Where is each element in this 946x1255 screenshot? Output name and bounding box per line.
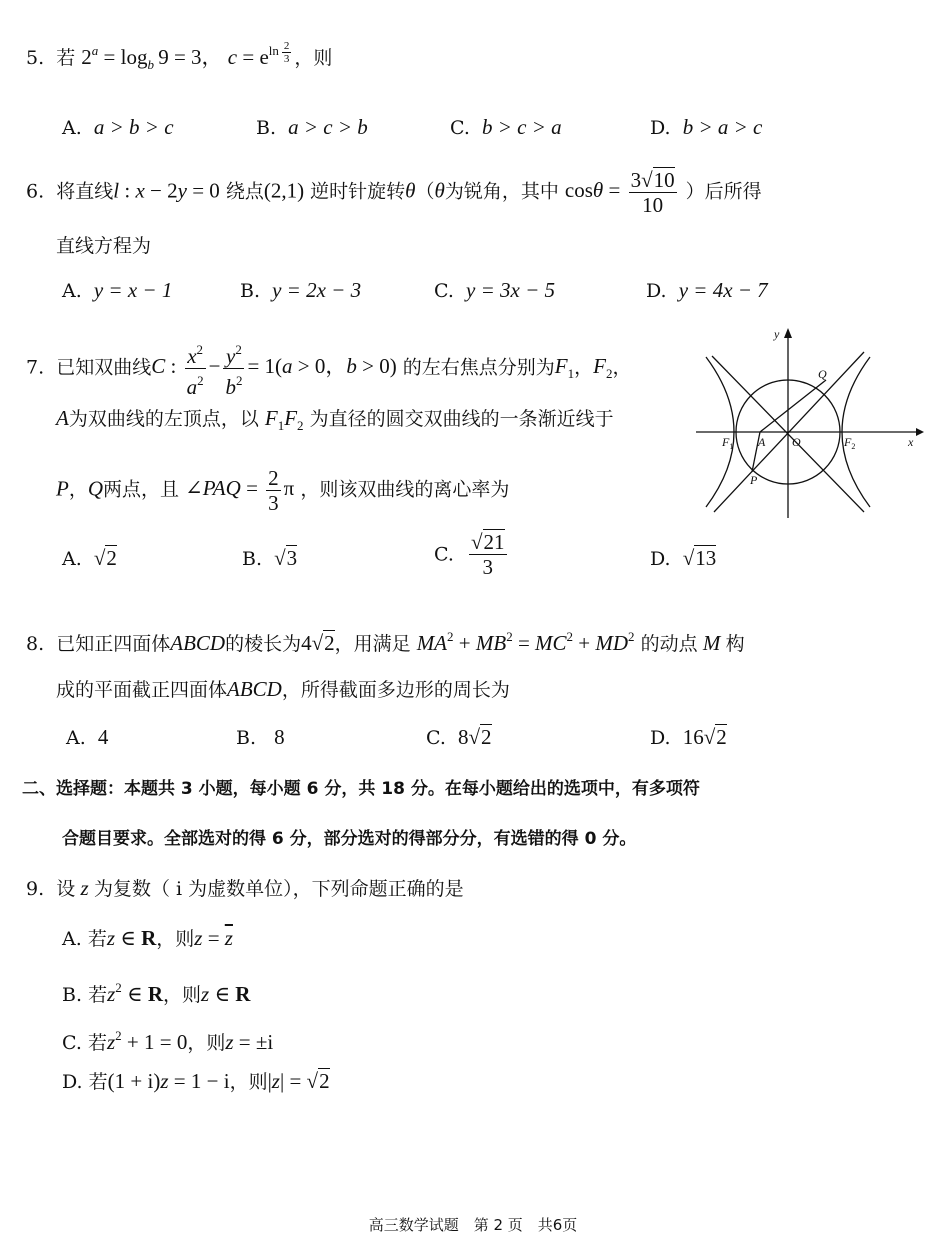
option-label: B. [256, 117, 277, 139]
option-label: A. [62, 548, 82, 570]
q7-number: 7. [26, 356, 45, 379]
q7-text: ， [574, 356, 594, 379]
option-expr: z ∈ R [201, 982, 251, 1006]
q5-tail: ，则 [294, 47, 333, 69]
option-expr: y = 3x − 5 [466, 278, 555, 302]
option-expr: b > c > a [482, 115, 562, 139]
q8-text: 构 [725, 633, 745, 655]
option-expr: 16√2 [682, 725, 727, 749]
option-label: D. [650, 548, 671, 570]
option-ruo: 若 [87, 928, 107, 950]
q6-number: 6. [26, 180, 45, 203]
option-expr: (1 + i)z = 1 − i [107, 1069, 230, 1093]
option-label: B. [242, 548, 263, 570]
q6-option-c[interactable] [434, 277, 555, 304]
q5-option-c[interactable] [450, 114, 562, 141]
q6-cos: cosθ = $\frac{3√10}{10}$ [564, 168, 675, 217]
q5-option-d[interactable] [650, 114, 762, 141]
option-expr: $z = \overline{z}$ [194, 926, 233, 950]
option-expr: 8 [274, 725, 285, 749]
q9-option-b[interactable] [62, 975, 250, 1008]
option-ruo: 若 [88, 984, 108, 1006]
section2-header-line1: 二、选择题：本题共 3 小题，每小题 6 分，共 18 分。在每小题给出的选项中，有多项符 [22, 779, 700, 799]
option-ruo: 若 [88, 1071, 108, 1093]
q6-text: 逆时针旋转 [310, 180, 406, 203]
option-label: B. [236, 727, 257, 749]
q9-option-d[interactable] [62, 1068, 330, 1095]
option-label: C. [434, 280, 454, 302]
q7-option-a[interactable] [62, 545, 117, 572]
option-expr: b > a > c [682, 115, 763, 139]
option-label: A. [62, 928, 82, 950]
option-expr: |z| = √2 [267, 1069, 330, 1093]
q6-line-eq-rest: : x − 2y = 0 [119, 178, 220, 203]
option-label: B. [62, 984, 83, 1006]
option-expr: y = 2x − 3 [272, 278, 362, 302]
q8-line2 [56, 676, 510, 703]
q7-line2 [56, 405, 614, 439]
option-label: C. [450, 117, 470, 139]
q7-hyperbola-figure [694, 322, 924, 522]
q5-ruo: 若 [56, 47, 76, 69]
q6-line-eq: l [113, 178, 120, 203]
q7-foci: $F_1$ [554, 354, 575, 382]
q6-option-d[interactable] [646, 277, 768, 304]
y-axis-arrow [784, 328, 792, 338]
q7-option-d[interactable] [650, 545, 716, 572]
q8-option-d[interactable] [650, 724, 727, 751]
q7-stem: 7. 已知双曲线C : $\frac{x^2}{a^2}$ − $\frac{y^2}{b^2}$ = 1(a > 0，b > 0) 的左右焦点分别为$F_1$，$F_2$， [26, 338, 631, 399]
q8-text: ，所得截面多边形的周长为 [281, 679, 510, 701]
q7-text: 已知双曲线 [56, 356, 152, 379]
option-expr: √13 [682, 546, 717, 570]
q8-abcd: ABCD [170, 631, 226, 655]
q5-option-a[interactable] [62, 114, 174, 141]
option-ze: ，则 [162, 984, 201, 1006]
fig-label-P: P [750, 473, 758, 487]
q7-hyperbola: C : $\frac{x^2}{a^2}$ − $\frac{y^2}{b^2}$ = 1(a > 0，b > 0) [151, 354, 396, 378]
q6-point: (2,1) [263, 178, 305, 203]
q9-stem [26, 875, 464, 902]
q5-number: 5. [26, 47, 45, 69]
option-expr: z ∈ R [106, 926, 157, 950]
option-ze: ，则 [229, 1071, 268, 1093]
q7-angle: ∠PAQ = $\frac{2}{3}$ π [185, 466, 295, 515]
q7-text: 为直径的圆交双曲线的一条渐近线于 [309, 408, 614, 430]
q5-option-b[interactable] [256, 114, 368, 141]
q7-text: ，则该双曲线的离心率为 [300, 478, 510, 501]
q8-abcd: ABCD [227, 677, 282, 701]
q7-A: A [56, 406, 69, 430]
q8-stem [26, 624, 745, 657]
q9-option-a[interactable] [62, 925, 233, 952]
option-expr: √3 [274, 546, 298, 570]
q8-option-b[interactable] [236, 724, 285, 751]
q7-PQ: P [56, 476, 69, 501]
option-label: A. [66, 727, 86, 749]
q6-text: ）后所得 [685, 180, 762, 203]
q8-text: 已知正四面体 [56, 633, 171, 655]
line-AQ [760, 380, 826, 432]
q8-option-a[interactable] [66, 724, 108, 751]
q8-text: 的动点 [640, 633, 698, 655]
fig-label-O: O [792, 435, 801, 449]
x-axis-arrow [916, 428, 924, 436]
q8-M: M [697, 631, 726, 655]
option-expr: a > b > c [93, 115, 174, 139]
option-label: C. [434, 543, 454, 566]
section2-header-line2: 合题目要求。全部选对的得 6 分，部分选对的得部分分，有选错的得 0 分。 [62, 829, 637, 849]
q6-option-a[interactable] [62, 277, 172, 304]
fig-label-Q: Q [818, 367, 827, 381]
q6-line2: 直线方程为 [56, 235, 152, 257]
fig-label-x: x [908, 435, 914, 449]
option-label: D. [650, 727, 671, 749]
option-expr: a > c > b [288, 115, 368, 139]
q9-number: 9. [26, 878, 45, 900]
option-ze: ，则 [156, 928, 195, 950]
q7-line3: P，Q两点，且 ∠PAQ = $\frac{2}{3}$ π ，则该双曲线的离心率为 [56, 466, 510, 515]
q9-option-c[interactable] [62, 1023, 273, 1056]
q6-theta: θ [434, 178, 445, 203]
q6-stem [26, 168, 762, 217]
q5-stem [26, 38, 332, 78]
option-expr: 8√2 [458, 725, 492, 749]
option-label: D. [646, 280, 667, 302]
q7-option-b[interactable] [242, 545, 297, 572]
q8-text: 的棱长为 [225, 633, 302, 655]
option-label: A. [62, 117, 82, 139]
q9-text: 设 [56, 878, 76, 900]
option-ruo: 若 [87, 1032, 107, 1054]
q6-text: （ [415, 180, 435, 203]
q7-PQ: Q [87, 476, 104, 501]
option-expr: y = 4x − 7 [678, 278, 768, 302]
option-label: C. [62, 1032, 82, 1054]
q7-foci: $F_2$ [593, 354, 613, 382]
option-expr: 4 [97, 725, 109, 749]
q5-formula: $2^a = \log_b 9 = 3$， $c = e^{ln \frac{2}{3}}$ [81, 39, 290, 72]
fig-label-F2: $F_2$ [844, 435, 856, 451]
option-label: A. [62, 280, 82, 302]
fig-label-A: A [758, 435, 766, 449]
option-label: D. [650, 117, 671, 139]
q7-text: 的左右焦点分别为 [402, 356, 555, 379]
q6-text: 绕点 [225, 180, 264, 203]
q8-text: ，用满足 [334, 633, 411, 655]
option-ze: ，则 [187, 1032, 226, 1054]
q9-z: z [75, 876, 94, 900]
q7-option-c[interactable] [434, 530, 510, 579]
option-label: D. [62, 1071, 83, 1093]
q6-text: 为锐角，其中 [444, 180, 559, 203]
q8-number: 8. [26, 633, 45, 655]
q7-F1F2: $F_1F_2$ [264, 406, 304, 433]
q6-text: 将直线 [56, 180, 114, 203]
q9-text: 为复数（ i 为虚数单位），下列命题正确的是 [93, 878, 464, 900]
q6-option-b[interactable] [240, 277, 361, 304]
q7-text: 为双曲线的左顶点，以 [68, 408, 259, 430]
option-label: C. [426, 727, 446, 749]
q8-option-c[interactable] [426, 724, 492, 751]
option-expr: $\frac{√21}{3}$ [471, 530, 505, 579]
q7-text: 两点，且 [103, 478, 180, 501]
option-expr: $z^2 + 1 = 0$ [106, 1028, 188, 1054]
option-label: B. [240, 280, 261, 302]
page-footer: 高三数学试题 第 2 页 共6页 [368, 1216, 578, 1234]
option-expr: $z^2$ ∈ R [107, 980, 163, 1006]
option-expr: z = ±i [225, 1030, 274, 1054]
option-expr: √2 [93, 546, 117, 570]
q6-theta: θ [405, 178, 416, 203]
q8-edge: 4√2 [301, 631, 335, 655]
q8-condition: $MA^2 + MB^2 = MC^2 + MD^2$ [416, 629, 635, 655]
fig-label-F1: $F_1$ [722, 435, 734, 451]
option-expr: y = x − 1 [93, 278, 173, 302]
q8-text: 成的平面截正四面体 [56, 679, 228, 701]
fig-label-y: y [774, 327, 780, 341]
